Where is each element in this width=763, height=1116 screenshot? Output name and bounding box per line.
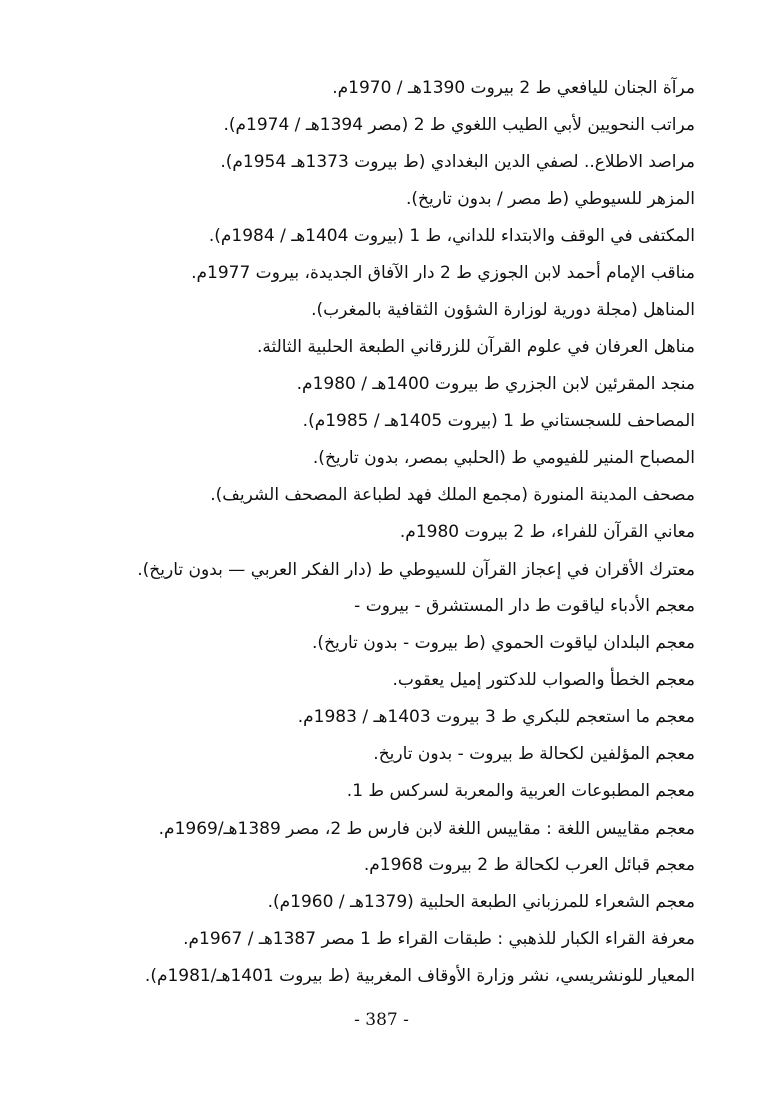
bibliography-entry: معرفة القراء الكبار للذهبي : طبقات القراء ط 1 مصر 1387هـ / 1967م. [183,929,695,949]
bibliography-entry: معجم مقاييس اللغة : مقاييس اللغة لابن فارس ط 2، مصر 1389هـ/1969م. [158,819,695,839]
bibliography-entry: المعيار للونشريسي، نشر وزارة الأوقاف المغربية (ط بيروت 1401هـ/1981م). [144,966,695,986]
bibliography-entry: معترك الأقران في إعجاز القرآن للسيوطي ط (دار الفكر العربي — بدون تاريخ). [137,560,695,580]
bibliography-entry: معجم المؤلفين لكحالة ط بيروت - بدون تاريخ. [373,744,695,764]
bibliography-entry: معجم ما استعجم للبكري ط 3 بيروت 1403هـ / 1983م. [297,707,695,727]
bibliography-entry: معجم الخطأ والصواب للدكتور إميل يعقوب. [392,670,695,690]
bibliography-entry: مناقب الإمام أحمد لابن الجوزي ط 2 دار الآفاق الجديدة، بيروت 1977م. [191,263,695,283]
bibliography-entry: مصحف المدينة المنورة (مجمع الملك فهد لطباعة المصحف الشريف). [210,485,695,505]
bibliography-entry: منجد المقرئين لابن الجزري ط بيروت 1400هـ / 1980م. [296,374,695,394]
bibliography-entry: المصاحف للسجستاني ط 1 (بيروت 1405هـ / 1985م). [302,411,695,431]
bibliography-list [82,70,695,995]
bibliography-entry: معجم الشعراء للمرزباني الطبعة الحلبية (1379هـ / 1960م). [267,892,695,912]
bibliography-entry: المصباح المنير للفيومي ط (الحلبي بمصر، بدون تاريخ). [312,448,695,468]
bibliography-entry: معجم المطبوعات العربية والمعربة لسركس ط 1. [346,781,695,801]
bibliography-entry: مراصد الاطلاع.. لصفي الدين البغدادي (ط بيروت 1373هـ 1954م). [220,152,695,172]
bibliography-entry: معجم البلدان لياقوت الحموي (ط بيروت - بدون تاريخ). [312,633,695,653]
bibliography-entry: المزهر للسيوطي (ط مصر / بدون تاريخ). [406,189,695,209]
page-number: - 387 - [354,1010,409,1030]
bibliography-entry: المناهل (مجلة دورية لوزارة الشؤون الثقافية بالمغرب). [311,300,695,320]
bibliography-entry: المكتفى في الوقف والابتداء للداني، ط 1 (بيروت 1404هـ / 1984م). [208,226,695,246]
bibliography-entry: معاني القرآن للفراء، ط 2 بيروت 1980م. [399,522,695,542]
bibliography-entry: معجم الأدباء لياقوت ط دار المستشرق - بيروت - [354,596,695,616]
bibliography-entry: مرآة الجنان لليافعي ط 2 بيروت 1390هـ / 1970م. [332,78,695,98]
bibliography-entry: مناهل العرفان في علوم القرآن للزرقاني الطبعة الحلبية الثالثة. [256,337,695,357]
bibliography-entry: معجم قبائل العرب لكحالة ط 2 بيروت 1968م. [363,855,695,875]
bibliography-entry: مراتب النحويين لأبي الطيب اللغوي ط 2 (مصر 1394هـ / 1974م). [223,115,695,135]
